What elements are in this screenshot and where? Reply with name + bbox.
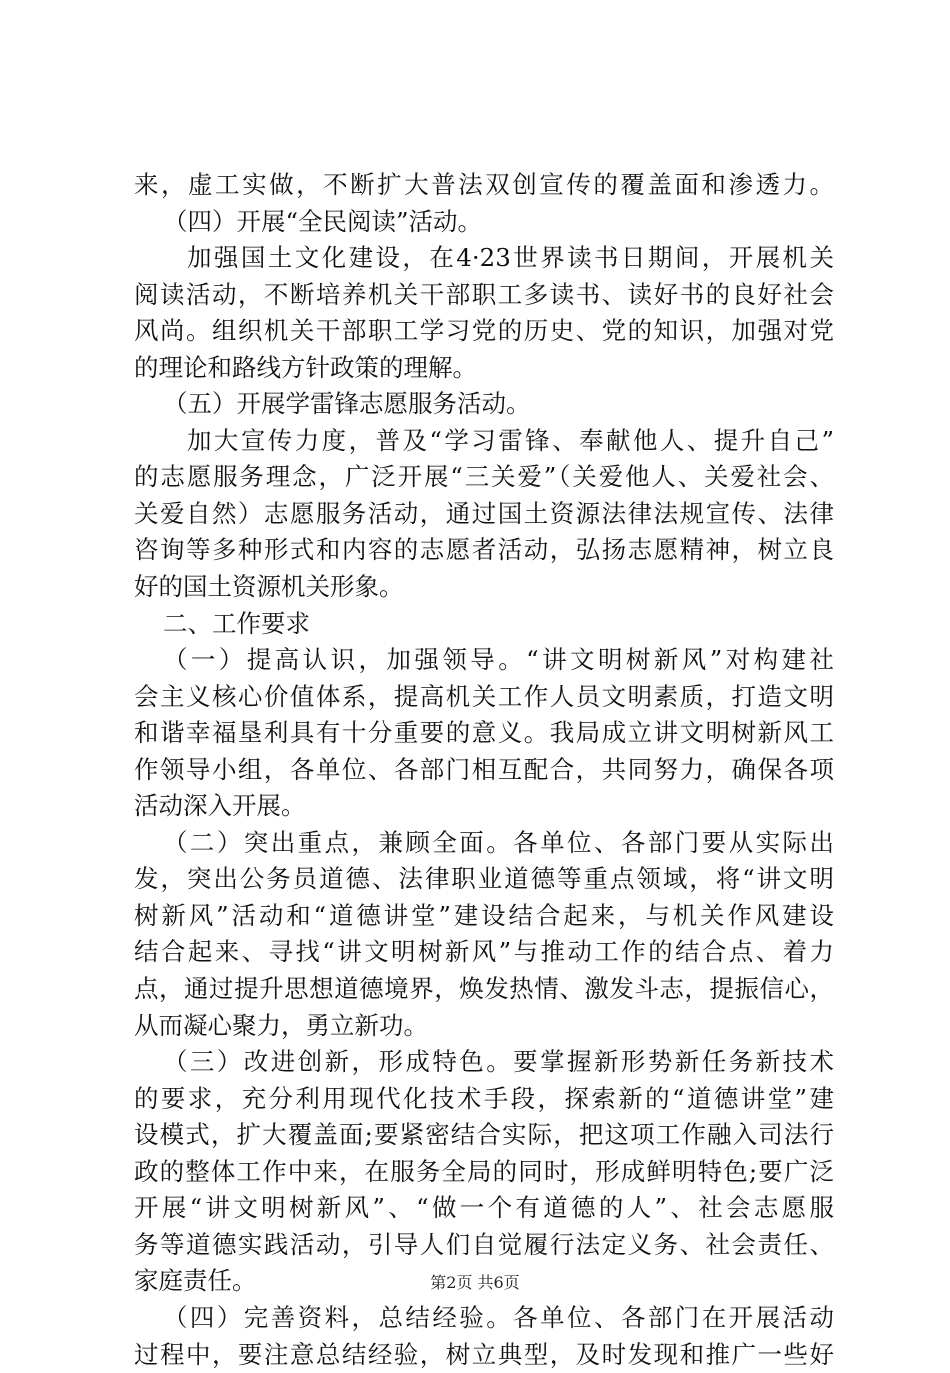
- text-line: 政的整体工作中来，在服务全局的同时，形成鲜明特色;要广泛: [134, 1154, 834, 1191]
- text-line: 来，虚工实做，不断扩大普法双创宣传的覆盖面和渗透力。: [134, 167, 834, 204]
- text-line: 开展“讲文明树新风”、“做一个有道德的人”、社会志愿服: [134, 1190, 834, 1227]
- text-line: 点，通过提升思想道德境界，焕发热情、激发斗志，提振信心，: [134, 971, 834, 1008]
- text-line: 阅读活动，不断培养机关干部职工多读书、读好书的良好社会: [134, 277, 834, 314]
- text-line: 风尚。组织机关干部职工学习党的历史、党的知识，加强对党: [134, 313, 834, 350]
- text-line: 从而凝心聚力，勇立新功。: [134, 1008, 834, 1045]
- text-line: 过程中，要注意总结经验，树立典型，及时发现和推广一些好: [134, 1337, 834, 1373]
- text-line: 家庭责任。: [134, 1263, 834, 1300]
- paragraph-first-line: （三）改进创新，形成特色。要掌握新形势新任务新技术: [134, 1044, 834, 1081]
- paragraph-first-line: 加强国土文化建设，在4·23世界读书日期间，开展机关: [134, 240, 834, 277]
- page-number-label: 第2页 共6页: [430, 1273, 519, 1293]
- text-line: 好的国土资源机关形象。: [134, 569, 834, 606]
- paragraph-first-line: （一）提高认识，加强领导。“讲文明树新风”对构建社: [134, 642, 834, 679]
- major-heading: 二、工作要求: [134, 606, 834, 643]
- text-line: 务等道德实践活动，引导人们自觉履行法定义务、社会责任、: [134, 1227, 834, 1264]
- section-heading: （五）开展学雷锋志愿服务活动。: [134, 386, 834, 423]
- paragraph-first-line: （四）完善资料，总结经验。各单位、各部门在开展活动: [134, 1300, 834, 1337]
- text-line: 关爱自然）志愿服务活动，通过国土资源法律法规宣传、法律: [134, 496, 834, 533]
- text-line: 作领导小组，各单位、各部门相互配合，共同努力，确保各项: [134, 752, 834, 789]
- section-heading: （四）开展“全民阅读”活动。: [134, 204, 834, 241]
- text-line: 咨询等多种形式和内容的志愿者活动，弘扬志愿精神，树立良: [134, 532, 834, 569]
- text-line: 和谐幸福垦利具有十分重要的意义。我局成立讲文明树新风工: [134, 715, 834, 752]
- text-line: 会主义核心价值体系，提高机关工作人员文明素质，打造文明: [134, 679, 834, 716]
- text-line: 树新风”活动和“道德讲堂”建设结合起来，与机关作风建设: [134, 898, 834, 935]
- text-line: 的志愿服务理念，广泛开展“三关爱”（关爱他人、关爱社会、: [134, 459, 834, 496]
- text-line: 的要求，充分利用现代化技术手段，探索新的“道德讲堂”建: [134, 1081, 834, 1118]
- text-line: 发，突出公务员道德、法律职业道德等重点领域，将“讲文明: [134, 861, 834, 898]
- text-line: 结合起来、寻找“讲文明树新风”与推动工作的结合点、着力: [134, 934, 834, 971]
- document-body: [134, 167, 834, 1373]
- text-line: 的理论和路线方针政策的理解。: [134, 350, 834, 387]
- paragraph-first-line: （二）突出重点，兼顾全面。各单位、各部门要从实际出: [134, 825, 834, 862]
- paragraph-first-line: 加大宣传力度，普及“学习雷锋、奉献他人、提升自己”: [134, 423, 834, 460]
- text-line: 设模式，扩大覆盖面;要紧密结合实际，把这项工作融入司法行: [134, 1117, 834, 1154]
- text-line: 活动深入开展。: [134, 788, 834, 825]
- page-footer: [0, 1273, 950, 1293]
